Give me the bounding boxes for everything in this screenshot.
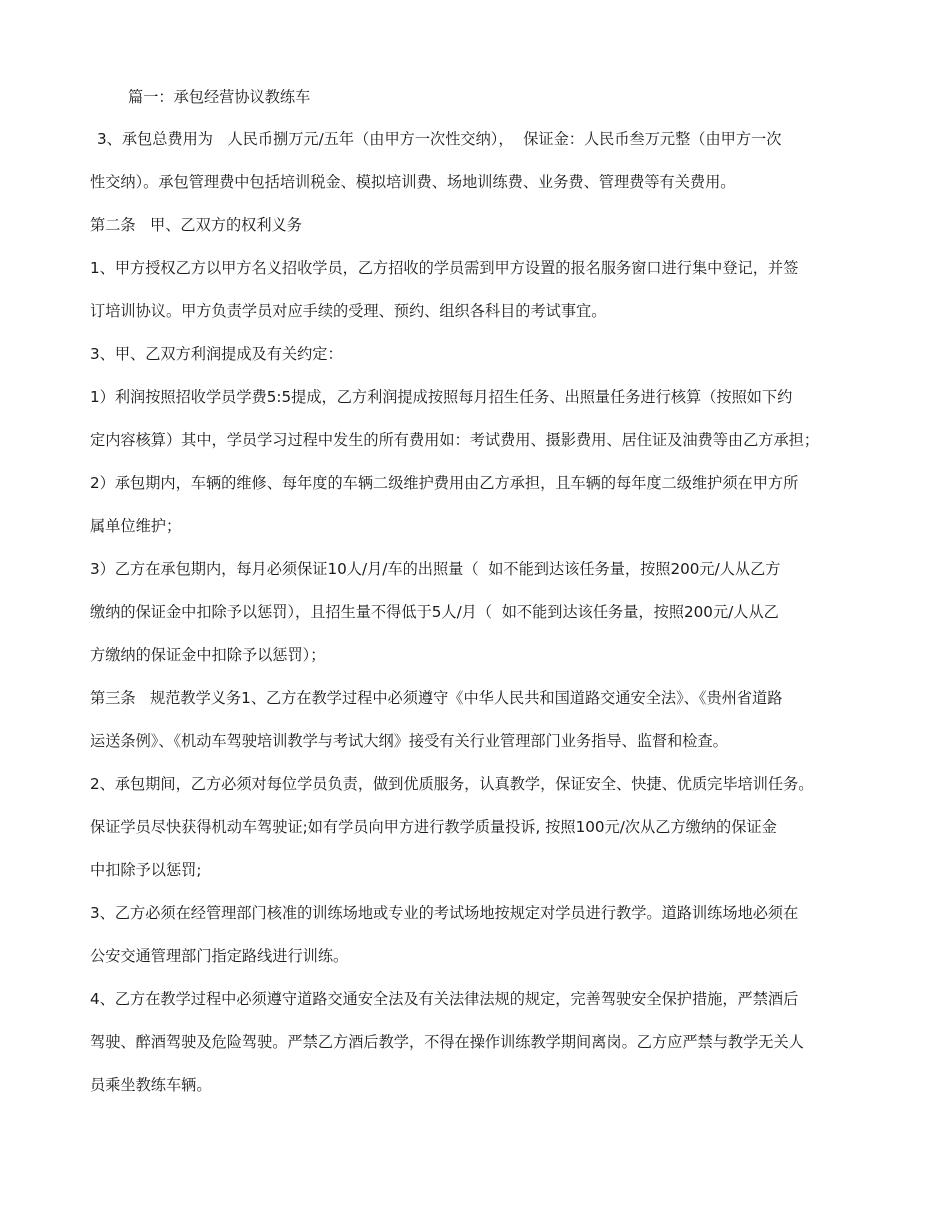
paragraph-line: 3、乙方必须在经管理部门核准的训练场地或专业的考试场地按规定对学员进行教学。道路训练场地必须在: [90, 904, 799, 922]
paragraph-line: 2）承包期内，车辆的维修、每年度的车辆二级维护费用由乙方承担，且车辆的每年度二级维护须在甲方所: [90, 474, 799, 492]
paragraph-line: 中扣除予以惩罚;: [90, 861, 202, 879]
paragraph-line: 3）乙方在承包期内，每月必须保证10人/月/车的出照量（ 如不能到达该任务量，按照200元/人从乙方: [90, 560, 781, 578]
paragraph-line: 1）利润按照招收学员学费5:5提成，乙方利润提成按照每月招生任务、出照量任务进行核算（按照如下约: [90, 388, 793, 406]
paragraph-line: 缴纳的保证金中扣除予以惩罚），且招生量不得低于5人/月（ 如不能到达该任务量，按照200元/人从乙: [90, 603, 779, 621]
paragraph-line: 性交纳）。承包管理费中包括培训税金、模拟培训费、场地训练费、业务费、管理费等有关费用。: [90, 173, 736, 191]
paragraph-line: 属单位维护；: [90, 517, 182, 535]
paragraph-line: 3、甲、乙双方利润提成及有关约定：: [90, 345, 343, 363]
paragraph-line: 员乘坐教练车辆。: [90, 1076, 212, 1094]
paragraph-line: 4、乙方在教学过程中必须遵守道路交通安全法及有关法律法规的规定，完善驾驶安全保护措施，严禁酒后: [90, 990, 799, 1008]
paragraph-line: 定内容核算）其中，学员学习过程中发生的所有费用如：考试费用、摄影费用、居住证及油费等由乙方承担；: [90, 431, 819, 449]
paragraph-line: 1、甲方授权乙方以甲方名义招收学员，乙方招收的学员需到甲方设置的报名服务窗口进行集中登记，并签: [90, 259, 799, 277]
paragraph-line: 方缴纳的保证金中扣除予以惩罚）；: [90, 646, 326, 664]
paragraph-line: 3、承包总费用为 人民币捌万元/五年（由甲方一次性交纳）， 保证金：人民币叁万元整（由甲方一次: [97, 130, 782, 148]
paragraph-line: 驾驶、醉酒驾驶及危险驾驶。严禁乙方酒后教学，不得在操作训练教学期间离岗。乙方应严禁与教学无关人: [90, 1033, 804, 1051]
article-2-title: 第二条 甲、乙双方的权利义务: [90, 216, 302, 234]
paragraph-line: 保证学员尽快获得机动车驾驶证;如有学员向甲方进行教学质量投诉, 按照100元/次从乙方缴纳的保证金: [90, 818, 777, 836]
paragraph-line: 运送条例》、《机动车驾驶培训教学与考试大纲》接受有关行业管理部门业务指导、监督和检查。: [90, 732, 728, 750]
paragraph-line: 2、承包期间，乙方必须对每位学员负责，做到优质服务，认真教学，保证安全、快捷、优质完毕培训任务。: [90, 775, 814, 793]
paragraph-line: 第三条 规范教学义务1、乙方在教学过程中必须遵守《中华人民共和国道路交通安全法》、《贵州省道路: [90, 689, 783, 707]
paragraph-line: 订培训协议。甲方负责学员对应手续的受理、预约、组织各科目的考试事宜。: [90, 302, 607, 320]
document-heading: 篇一：承包经营协议教练车: [128, 88, 311, 106]
paragraph-line: 公安交通管理部门指定路线进行训练。: [90, 947, 349, 965]
